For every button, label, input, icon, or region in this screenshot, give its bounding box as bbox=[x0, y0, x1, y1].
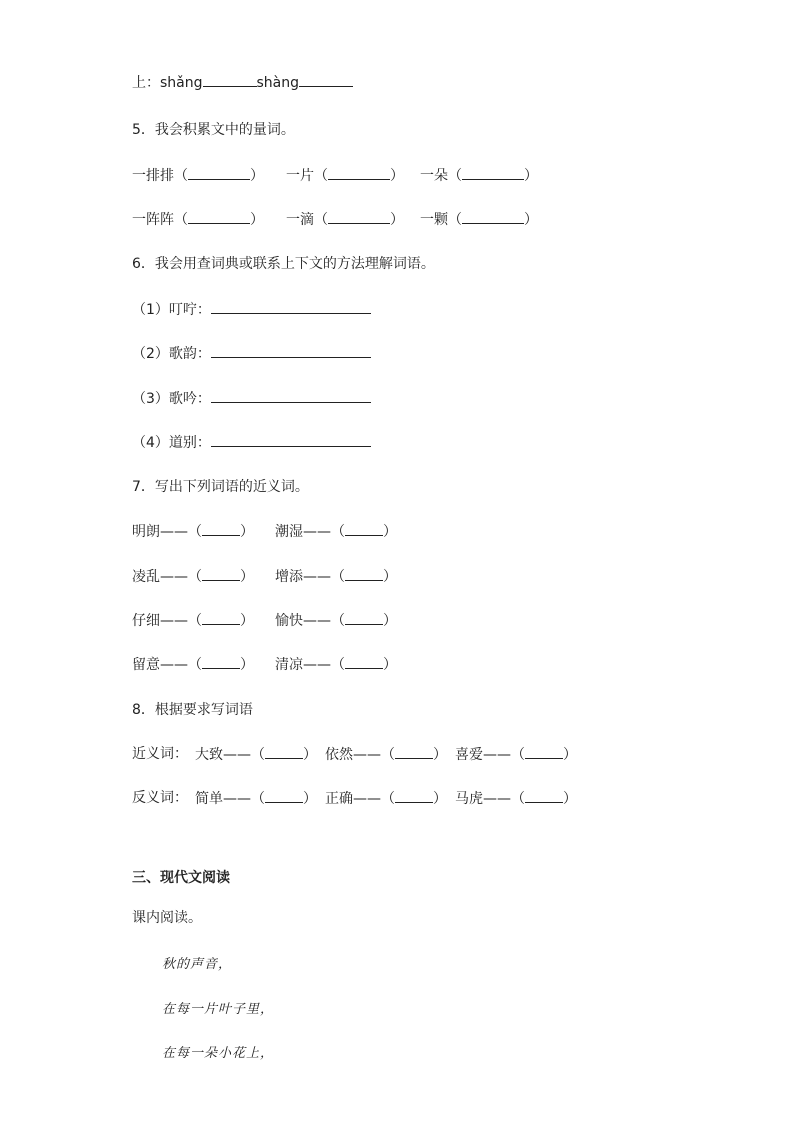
poem-line: 在每一片叶子里， bbox=[162, 1002, 275, 1017]
poem-line: 在每一朵小花上， bbox=[162, 1046, 275, 1061]
answer-blank[interactable] bbox=[345, 654, 383, 669]
pinyin-label: 上： bbox=[132, 75, 160, 91]
pinyin-2: shàng bbox=[256, 75, 300, 91]
answer-blank[interactable] bbox=[345, 566, 383, 581]
synonym-item: 仔细——（ ） bbox=[132, 610, 254, 631]
word-definition-item: （4）道别： bbox=[132, 432, 371, 453]
answer-blank[interactable] bbox=[202, 610, 240, 625]
answer-blank[interactable] bbox=[345, 521, 383, 536]
question-6-title: 6．我会用查词典或联系上下文的方法理解词语。 bbox=[132, 256, 435, 272]
question-5-title: 5．我会积累文中的量词。 bbox=[132, 122, 295, 138]
answer-blank[interactable] bbox=[265, 788, 303, 803]
answer-blank[interactable] bbox=[202, 654, 240, 669]
pinyin-1: shǎng bbox=[160, 75, 203, 91]
synonym-item: 留意——（ ） bbox=[132, 654, 254, 675]
answer-blank[interactable] bbox=[188, 209, 250, 224]
section-subtitle: 课内阅读。 bbox=[132, 910, 202, 926]
answer-blank[interactable] bbox=[203, 72, 257, 87]
synonym-item: 凌乱——（ ） bbox=[132, 566, 254, 587]
answer-blank[interactable] bbox=[395, 788, 433, 803]
answer-blank[interactable] bbox=[211, 299, 371, 314]
measure-word-item: 一排排（ ） bbox=[132, 165, 264, 186]
word-definition-item: （1）叮咛： bbox=[132, 299, 371, 320]
pinyin-line bbox=[132, 72, 353, 93]
antonym-item: 简单——（ ） bbox=[195, 788, 317, 809]
answer-blank[interactable] bbox=[211, 343, 371, 358]
word-definition-item: （2）歌韵： bbox=[132, 343, 371, 364]
answer-blank[interactable] bbox=[462, 209, 524, 224]
answer-blank[interactable] bbox=[345, 610, 383, 625]
synonym-label: 近义词： bbox=[132, 746, 188, 762]
synonym-item: 喜爱——（ ） bbox=[455, 744, 577, 765]
question-7-title: 7．写出下列词语的近义词。 bbox=[132, 479, 309, 495]
synonym-item: 愉快——（ ） bbox=[275, 610, 397, 631]
answer-blank[interactable] bbox=[525, 788, 563, 803]
synonym-item: 明朗——（ ） bbox=[132, 521, 254, 542]
answer-blank[interactable] bbox=[462, 165, 524, 180]
antonym-item: 正确——（ ） bbox=[325, 788, 447, 809]
question-8-title: 8．根据要求写词语 bbox=[132, 702, 253, 718]
answer-blank[interactable] bbox=[211, 432, 371, 447]
measure-word-item: 一颗（ ） bbox=[420, 209, 538, 230]
measure-word-item: 一片（ ） bbox=[286, 165, 404, 186]
answer-blank[interactable] bbox=[299, 72, 353, 87]
answer-blank[interactable] bbox=[328, 209, 390, 224]
measure-word-item: 一朵（ ） bbox=[420, 165, 538, 186]
measure-word-item: 一阵阵（ ） bbox=[132, 209, 264, 230]
answer-blank[interactable] bbox=[328, 165, 390, 180]
word-definition-item: （3）歌吟： bbox=[132, 388, 371, 409]
synonym-item: 清凉——（ ） bbox=[275, 654, 397, 675]
answer-blank[interactable] bbox=[265, 744, 303, 759]
synonym-item: 潮湿——（ ） bbox=[275, 521, 397, 542]
answer-blank[interactable] bbox=[395, 744, 433, 759]
answer-blank[interactable] bbox=[202, 566, 240, 581]
antonym-item: 马虎——（ ） bbox=[455, 788, 577, 809]
synonym-item: 依然——（ ） bbox=[325, 744, 447, 765]
synonym-item: 大致——（ ） bbox=[195, 744, 317, 765]
section-heading: 三、现代文阅读 bbox=[132, 870, 230, 886]
antonym-label: 反义词： bbox=[132, 790, 188, 806]
answer-blank[interactable] bbox=[202, 521, 240, 536]
poem-line: 秋的声音， bbox=[162, 957, 233, 972]
answer-blank[interactable] bbox=[525, 744, 563, 759]
synonym-item: 增添——（ ） bbox=[275, 566, 397, 587]
answer-blank[interactable] bbox=[188, 165, 250, 180]
measure-word-item: 一滴（ ） bbox=[286, 209, 404, 230]
answer-blank[interactable] bbox=[211, 388, 371, 403]
